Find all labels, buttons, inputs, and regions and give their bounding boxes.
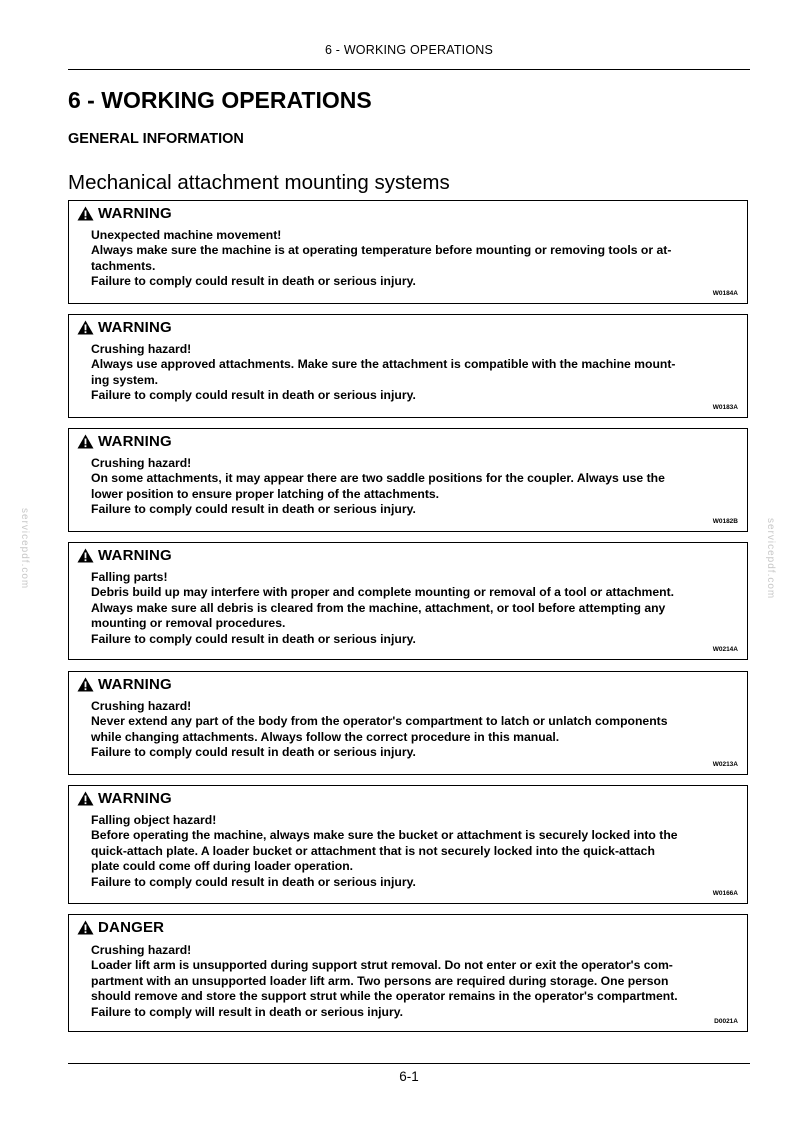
consequence-line: Failure to comply could result in death or serious injury. [91, 274, 416, 289]
hazard-line: Crushing hazard! [91, 943, 192, 957]
general-information-heading: GENERAL INFORMATION [68, 131, 244, 147]
warning-label: WARNING [98, 205, 172, 222]
hazard-line: Unexpected machine movement! [91, 228, 282, 242]
instruction-line: Always use approved attachments. Make sure the attachment is compatible with the machine mount- [91, 357, 676, 372]
warning-text [91, 342, 727, 404]
danger-box-d0021a [68, 914, 748, 1032]
warning-label: WARNING [98, 547, 172, 564]
warning-triangle-icon [77, 920, 94, 935]
hazard-line: Crushing hazard! [91, 699, 192, 713]
warning-label: WARNING [98, 676, 172, 693]
warning-text [91, 456, 727, 518]
hazard-line: Crushing hazard! [91, 342, 192, 356]
hazard-line: Crushing hazard! [91, 456, 192, 470]
warning-header [77, 790, 172, 807]
running-header: 6 - WORKING OPERATIONS [324, 43, 494, 57]
instruction-line: lower position to ensure proper latching of the attachments. [91, 486, 440, 501]
instruction-line: Always make sure all debris is cleared from the machine, attachment, or tool before attempting any [91, 600, 666, 615]
footer-rule [68, 1063, 750, 1064]
section-title: Mechanical attachment mounting systems [68, 171, 450, 194]
instruction-line: Loader lift arm is unsupported during support strut removal. Do not enter or exit the operator's com- [91, 958, 673, 973]
instruction-line: while changing attachments. Always follow the correct procedure in this manual. [91, 729, 560, 744]
warning-code: W0213A [712, 761, 738, 768]
instruction-line: quick-attach plate. A loader bucket or attachment that is not securely locked into the quick-attach [91, 843, 655, 858]
warning-triangle-icon [77, 320, 94, 335]
watermark-left: servicepdf.com [19, 508, 30, 590]
warning-box-w0214a [68, 542, 748, 660]
instruction-line: Never extend any part of the body from the operator's compartment to latch or unlatch components [91, 714, 668, 729]
warning-text [91, 228, 727, 290]
hazard-line: Falling parts! [91, 570, 168, 584]
warning-code: W0183A [712, 404, 738, 411]
warning-triangle-icon [77, 677, 94, 692]
danger-text [91, 943, 727, 1020]
danger-header [77, 919, 164, 936]
consequence-line: Failure to comply could result in death or serious injury. [91, 502, 416, 517]
warning-header [77, 205, 172, 222]
header-rule [68, 69, 750, 70]
consequence-line: Failure to comply could result in death or serious injury. [91, 874, 416, 889]
warning-text [91, 699, 727, 761]
chapter-title: 6 - WORKING OPERATIONS [68, 87, 372, 113]
warning-code: W0214A [712, 646, 738, 653]
warning-header [77, 319, 172, 336]
warning-label: WARNING [98, 790, 172, 807]
warning-triangle-icon [77, 548, 94, 563]
consequence-line: Failure to comply could result in death or serious injury. [91, 745, 416, 760]
danger-label: DANGER [98, 919, 165, 936]
warning-code: W0184A [712, 290, 738, 297]
instruction-line: mounting or removal procedures. [91, 616, 286, 631]
instruction-line: Debris build up may interfere with proper and complete mounting or removal of a tool or attachment. [91, 585, 675, 600]
instruction-line: plate could come off during loader operation. [91, 859, 354, 874]
warning-text [91, 570, 727, 647]
warning-label: WARNING [98, 319, 172, 336]
warning-box-w0213a [68, 671, 748, 775]
warning-triangle-icon [77, 791, 94, 806]
instruction-line: Before operating the machine, always make sure the bucket or attachment is securely locked into the [91, 828, 678, 843]
warning-box-w0184a [68, 200, 748, 304]
warning-box-w0182b [68, 428, 748, 532]
consequence-line: Failure to comply could result in death or serious injury. [91, 388, 416, 403]
instruction-line: should remove and store the support strut while the operator remains in the operator's compartment. [91, 989, 678, 1004]
warning-header [77, 433, 172, 450]
page-number: 6-1 [399, 1069, 419, 1084]
consequence-line: Failure to comply will result in death or serious injury. [91, 1004, 403, 1019]
warning-box-w0166a [68, 785, 748, 904]
warning-header [77, 547, 172, 564]
warning-code: W0182B [712, 518, 738, 525]
warning-label: WARNING [98, 433, 172, 450]
warning-box-w0183a [68, 314, 748, 418]
watermark-right: servicepdf.com [765, 518, 776, 600]
hazard-line: Falling object hazard! [91, 813, 217, 827]
instruction-line: partment with an unsupported loader lift arm. Two persons are required during storage. One person [91, 973, 669, 988]
instruction-line: ing system. [91, 372, 159, 387]
instruction-line: On some attachments, it may appear there are two saddle positions for the coupler. Always use the [91, 471, 665, 486]
consequence-line: Failure to comply could result in death or serious injury. [91, 631, 416, 646]
danger-code: D0021A [714, 1018, 738, 1025]
warning-code: W0166A [712, 890, 738, 897]
warning-text [91, 813, 727, 890]
warning-header [77, 676, 172, 693]
instruction-line: tachments. [91, 258, 156, 273]
warning-triangle-icon [77, 434, 94, 449]
warning-triangle-icon [77, 206, 94, 221]
instruction-line: Always make sure the machine is at operating temperature before mounting or removing tools or at- [91, 243, 672, 258]
